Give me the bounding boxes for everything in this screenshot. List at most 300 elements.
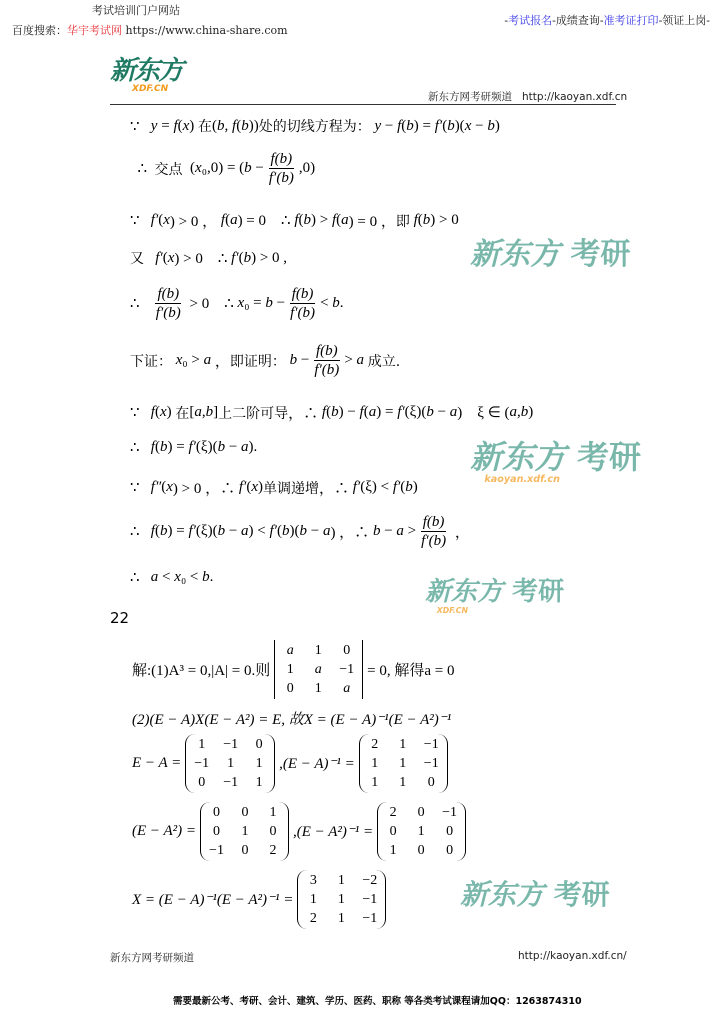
- proof-line: [130, 568, 213, 587]
- math-segment: 又: [130, 251, 144, 267]
- math-segment: f: [397, 117, 402, 134]
- proof-line: [130, 248, 287, 268]
- matrix-row-ea: [132, 734, 452, 793]
- math-segment: b: [217, 439, 226, 455]
- matrix-cell: 0: [417, 805, 425, 820]
- math-segment: b: [422, 212, 431, 228]
- math-segment: b: [426, 404, 434, 420]
- math-segment: f′: [238, 479, 247, 495]
- matrix-cell: 0: [389, 824, 397, 839]
- matrix-cell: 0: [198, 775, 206, 790]
- matrix-e-minus-a2-inverse: [377, 802, 466, 861]
- math-segment: x: [159, 404, 167, 420]
- math-segment: (ξ)(: [195, 523, 218, 539]
- math-segment: (: [401, 117, 407, 134]
- math-segment: a: [396, 523, 404, 539]
- math-segment: ₀ >: [182, 352, 204, 368]
- math-segment: ) >: [310, 212, 332, 228]
- matrix-cell: 1: [399, 775, 407, 790]
- math-segment: f: [321, 404, 327, 420]
- solution-part2: [132, 708, 451, 729]
- watermark-cn: 新东方: [460, 878, 545, 911]
- math-segment: b: [487, 117, 495, 134]
- math-segment: x: [237, 295, 245, 311]
- math-segment: f: [413, 212, 418, 228]
- matrix-row-x: [132, 870, 390, 929]
- math-segment: b: [217, 117, 225, 134]
- math-segment: ) = 0 ，: [348, 214, 396, 230]
- math-segment: ∴: [130, 570, 151, 586]
- math-segment: 即: [395, 213, 410, 230]
- matrix-cell: 1: [255, 775, 263, 790]
- proof-line: [130, 477, 418, 498]
- math-segment: .: [209, 569, 214, 585]
- matrix-cell: 2: [371, 737, 379, 752]
- matrix-cell: 1: [417, 824, 425, 839]
- watermark-ky: 考研: [512, 577, 565, 607]
- math-segment: ) =: [167, 439, 189, 455]
- matrix-row-ea2: [132, 802, 470, 861]
- matrix-cell: 0: [213, 824, 220, 839]
- math-segment: (ξ)(: [195, 439, 218, 455]
- math-segment: ) ，∴: [330, 525, 373, 541]
- math-segment: f′: [155, 249, 163, 266]
- matrix-cell: −1: [442, 805, 458, 820]
- math-segment: ) =: [376, 404, 398, 420]
- link-admission-print[interactable]: 准考证打印: [603, 14, 659, 27]
- math-segment: ): [494, 117, 500, 134]
- channel-name: 新东方网考研频道: [428, 91, 512, 103]
- math-segment: x: [174, 569, 181, 585]
- ea2-inv-label: ,(E − A²)⁻¹ =: [292, 824, 374, 840]
- math-segment: (: [417, 212, 423, 228]
- link-exam-signup[interactable]: 考试报名: [508, 14, 553, 27]
- math-segment: f: [173, 117, 178, 134]
- matrix-cell: 0: [241, 805, 249, 820]
- math-segment: (: [154, 523, 160, 539]
- matrix-cell: 0: [255, 737, 263, 752]
- math-segment: b: [159, 523, 168, 539]
- math-segment: a: [509, 404, 518, 420]
- math-segment: f′: [188, 439, 196, 455]
- math-segment: a: [322, 523, 331, 539]
- link-score-query[interactable]: 成绩查询: [555, 14, 600, 27]
- proof-line: [130, 116, 500, 136]
- matrix-e-minus-a-inverse: [359, 734, 448, 793]
- header-rule: [110, 104, 616, 105]
- ea2-label: (E − A²) =: [132, 823, 197, 839]
- watermark-url: kaoyan.xdf.cn: [484, 474, 560, 486]
- channel-header: [428, 89, 627, 104]
- denominator: f′(b): [155, 305, 181, 321]
- math-segment: −: [380, 523, 397, 539]
- math-segment: (: [363, 404, 369, 420]
- math-segment: b: [406, 117, 414, 134]
- math-segment: −: [306, 523, 323, 539]
- math-segment: b: [405, 479, 413, 495]
- math-segment: ，∴: [318, 481, 353, 497]
- denominator: f′(b): [290, 305, 316, 321]
- math-segment: b: [289, 352, 298, 368]
- math-segment: ): [189, 117, 199, 134]
- math-segment: <: [158, 569, 175, 585]
- proof-line: [130, 342, 400, 379]
- matrix-cell: −1: [194, 756, 210, 771]
- math-segment: b: [372, 523, 381, 539]
- matrix-cell: −1: [423, 756, 439, 771]
- math-segment: (: [276, 523, 282, 539]
- matrix-e-minus-a2: [200, 802, 289, 861]
- matrix-cell: 0: [427, 775, 435, 790]
- math-segment: (: [336, 212, 342, 228]
- x-label: X = (E − A)⁻¹(E − A²)⁻¹ =: [132, 892, 294, 908]
- matrix-cell: a: [343, 681, 351, 696]
- math-segment: (: [177, 117, 183, 134]
- math-segment: a: [230, 212, 238, 228]
- watermark: [470, 238, 630, 271]
- math-segment: a: [194, 404, 202, 420]
- matrix-cell: 1: [399, 756, 407, 771]
- matrix-e-minus-a: [185, 734, 275, 793]
- math-segment: −: [251, 160, 264, 176]
- math-segment: ) =: [167, 523, 189, 539]
- matrix-cell: 1: [337, 873, 345, 888]
- math-segment: ∴: [130, 524, 151, 540]
- math-segment: =: [157, 117, 174, 134]
- math-segment: ) =: [413, 117, 435, 134]
- math-segment: ): [528, 404, 534, 420]
- search-url[interactable]: https://www.china-share.com: [125, 24, 288, 37]
- watermark-ky: 考研: [553, 878, 610, 911]
- matrix-cell: −1: [339, 662, 355, 677]
- matrix-cell: 0: [343, 643, 351, 658]
- math-segment: (: [246, 479, 252, 495]
- math-segment: (: [154, 404, 160, 420]
- matrix-cell: 1: [241, 824, 249, 839]
- math-segment: 交点: [154, 161, 183, 178]
- math-segment: a: [203, 352, 212, 368]
- math-segment: ∵: [130, 405, 151, 421]
- matrix-cell: −1: [223, 737, 239, 752]
- math-segment: 即证明：: [229, 353, 286, 370]
- search-prefix: 百度搜索：: [12, 24, 67, 37]
- ea-inv-label: ,(E − A)⁻¹ =: [279, 756, 355, 772]
- math-segment: ∴: [130, 161, 155, 177]
- math-segment: f: [232, 117, 237, 134]
- math-segment: ₀ <: [180, 569, 203, 585]
- math-segment: 成立.: [367, 353, 401, 370]
- watermark: [470, 440, 641, 486]
- math-segment: b: [281, 523, 290, 539]
- math-segment: f′: [188, 523, 196, 539]
- math-segment: 处的切线方程为：: [258, 119, 371, 135]
- math-segment: ,: [201, 404, 206, 420]
- matrix-cell: −1: [209, 843, 224, 858]
- matrix-cell: 1: [198, 737, 206, 752]
- determinant: [274, 640, 363, 699]
- channel-url[interactable]: http://kaoyan.xdf.cn: [522, 91, 628, 103]
- math-segment: >: [344, 352, 357, 368]
- logo-cn: 新东方: [110, 56, 183, 86]
- math-segment: y: [150, 117, 158, 134]
- math-segment: b: [303, 212, 311, 228]
- math-segment: ∵: [130, 213, 151, 229]
- math-segment: 单调递增: [262, 480, 319, 497]
- math-segment: ]: [213, 404, 219, 420]
- math-segment: b: [520, 404, 529, 420]
- math-segment: f′: [434, 117, 443, 134]
- fraction: [267, 150, 296, 187]
- math-segment: ，∴: [288, 406, 322, 422]
- math-segment: ∴: [130, 296, 151, 312]
- matrix-cell: −1: [362, 911, 378, 926]
- matrix-cell: 2: [269, 843, 277, 858]
- math-segment: x: [251, 479, 258, 495]
- matrix-cell: 1: [389, 843, 397, 858]
- math-segment: ) ξ ∈ (: [457, 405, 510, 421]
- math-segment: (: [236, 117, 242, 134]
- math-segment: b: [299, 523, 307, 539]
- math-segment: ∴: [130, 440, 151, 456]
- matrix-cell: 1: [255, 756, 263, 771]
- math-segment: f: [331, 212, 337, 228]
- math-segment: x: [163, 212, 170, 228]
- watermark-cn: 新东方: [470, 237, 560, 272]
- matrix-cell: 1: [399, 737, 407, 752]
- matrix-cell: −1: [423, 737, 439, 752]
- watermark: [425, 578, 564, 615]
- math-segment: (: [212, 117, 218, 134]
- watermark: [460, 880, 610, 911]
- math-segment: f: [220, 212, 226, 228]
- proof-line: [130, 285, 344, 322]
- matrix-cell: 0: [213, 805, 220, 820]
- math-segment: (: [326, 404, 332, 420]
- math-segment: (: [400, 479, 406, 495]
- top-links: -考试报名-成绩查询-准考证打印-领证上岗-: [504, 14, 710, 27]
- math-segment: ,: [517, 404, 521, 420]
- math-segment: b: [159, 439, 168, 455]
- matrix-cell: 1: [286, 662, 294, 677]
- math-segment: b: [244, 160, 252, 176]
- matrix-cell: a: [286, 643, 294, 658]
- math-segment: −: [381, 117, 398, 134]
- math-segment: −: [225, 523, 242, 539]
- math-segment: (: [442, 117, 448, 134]
- math-segment: x: [175, 352, 183, 368]
- math-segment: ) > 0 ∴: [174, 250, 232, 267]
- math-segment: )(: [454, 117, 465, 134]
- footer-promo: 需要最新公考、考研、会计、建筑、学历、医药、职称 等各类考试课程请加QQ：1263874310: [173, 996, 582, 1007]
- math-segment: f′: [231, 249, 239, 266]
- math-segment: ).: [248, 439, 258, 455]
- math-segment: ) > 0: [430, 212, 459, 228]
- math-segment: f: [150, 404, 155, 420]
- math-segment: f: [359, 404, 364, 420]
- matrix-cell: 1: [314, 681, 322, 696]
- math-segment: a: [368, 404, 377, 420]
- matrix-cell: 1: [269, 805, 277, 820]
- matrix-cell: 0: [417, 843, 425, 858]
- proof-line: [130, 210, 459, 231]
- math-segment: ) −: [338, 404, 360, 420]
- math-segment: f′: [269, 523, 277, 539]
- denominator: f′(b): [421, 533, 447, 549]
- link-certificate[interactable]: 领证上岗: [662, 14, 707, 27]
- math-segment: ): [166, 404, 176, 420]
- math-segment: f: [150, 439, 155, 455]
- matrix-cell: 1: [371, 775, 379, 790]
- math-segment: ₀ =: [244, 295, 266, 311]
- matrix-cell: 0: [286, 681, 294, 696]
- math-segment: b: [243, 249, 252, 266]
- math-segment: −: [433, 404, 450, 420]
- math-segment: 下证：: [130, 353, 172, 370]
- math-segment: b: [447, 117, 455, 134]
- math-segment: ) > 0 ，∴: [172, 481, 239, 497]
- math-segment: 在: [198, 119, 213, 135]
- fraction: [312, 342, 341, 379]
- math-segment: a: [341, 212, 349, 228]
- logo-en: XDF.CN: [132, 84, 169, 94]
- math-segment: [: [189, 404, 195, 420]
- math-segment: −: [272, 295, 286, 311]
- search-hint: [12, 22, 288, 38]
- part1-suffix: = 0, 解得a = 0: [367, 663, 455, 679]
- math-segment: .: [339, 295, 344, 311]
- matrix-cell: 0: [446, 824, 454, 839]
- proof-line: [130, 513, 470, 550]
- math-segment: a: [150, 569, 159, 585]
- math-segment: f: [150, 523, 155, 539]
- math-segment: b: [331, 404, 339, 420]
- fraction: [419, 513, 448, 550]
- math-segment: ,0): [298, 160, 316, 176]
- math-segment: b: [217, 523, 226, 539]
- math-segment: )): [248, 117, 259, 134]
- math-segment: f: [294, 212, 299, 228]
- numerator: f(b): [157, 286, 180, 302]
- math-segment: x: [167, 249, 175, 266]
- watermark-cn: 新东方: [425, 577, 504, 607]
- math-segment: ) <: [248, 523, 270, 539]
- matrix-cell: 1: [227, 756, 235, 771]
- math-segment: −: [471, 117, 488, 134]
- math-segment: 上二阶可导: [218, 405, 289, 422]
- math-segment: x: [182, 117, 190, 134]
- math-segment: y: [374, 117, 382, 134]
- math-segment: <: [320, 295, 333, 311]
- math-segment: a: [449, 404, 458, 420]
- math-segment: b: [265, 295, 273, 311]
- math-segment: a: [241, 523, 249, 539]
- math-segment: >: [403, 523, 417, 539]
- numerator: f(b): [270, 151, 293, 167]
- math-segment: f″: [150, 479, 162, 495]
- matrix-cell: 2: [309, 911, 317, 926]
- math-segment: b: [241, 117, 249, 134]
- math-segment: f′: [150, 212, 159, 228]
- math-segment: b: [205, 404, 214, 420]
- matrix-cell: 1: [337, 892, 345, 907]
- numerator: f(b): [291, 286, 314, 302]
- footer-url[interactable]: http://kaoyan.xdf.cn/: [518, 950, 627, 962]
- math-segment: ): [257, 479, 263, 495]
- math-segment: (: [161, 479, 167, 495]
- math-segment: 在: [175, 405, 190, 422]
- math-segment: x: [166, 479, 173, 495]
- matrix-cell: 1: [371, 756, 379, 771]
- matrix-cell: −1: [362, 892, 378, 907]
- problem-number: 22: [110, 609, 130, 627]
- fraction: [288, 285, 317, 322]
- math-segment: ) = 0 ∴: [237, 213, 295, 229]
- matrix-cell: 0: [446, 843, 454, 858]
- math-segment: x: [464, 117, 472, 134]
- matrix-cell: −1: [223, 775, 239, 790]
- watermark-cn: 新东方: [470, 438, 567, 476]
- numerator: f(b): [422, 514, 445, 530]
- part2-text: (2)(E − A)X(E − A²) = E, 故X = (E − A)⁻¹(E − A²)⁻¹: [132, 712, 452, 728]
- math-segment: f′: [352, 479, 361, 495]
- matrix-cell: 0: [241, 843, 249, 858]
- math-segment: ,: [224, 117, 233, 134]
- proof-line: [130, 402, 533, 423]
- math-segment: a: [241, 439, 249, 455]
- matrix-cell: 3: [309, 873, 317, 888]
- matrix-x: [297, 870, 386, 929]
- math-segment: (: [182, 160, 196, 176]
- denominator: f′(b): [314, 362, 340, 378]
- math-segment: > 0 ∴: [185, 296, 238, 312]
- math-segment: −: [225, 439, 242, 455]
- matrix-cell: 1: [337, 911, 345, 926]
- watermark-en: XDF.CN: [436, 605, 468, 615]
- matrix-cell: 1: [309, 892, 317, 907]
- math-segment: (ξ) <: [360, 479, 393, 495]
- math-segment: b: [202, 569, 210, 585]
- matrix-cell: 2: [389, 805, 397, 820]
- math-segment: f′: [397, 404, 405, 420]
- math-segment: )(: [289, 523, 300, 539]
- math-segment: ): [412, 479, 418, 495]
- math-segment: −: [297, 352, 310, 368]
- watermark-ky: 考研: [570, 237, 631, 272]
- math-segment: (ξ)(: [404, 404, 427, 420]
- proof-line: [130, 150, 315, 187]
- numerator: f(b): [316, 343, 338, 359]
- math-segment: ∵: [130, 480, 151, 496]
- solution-part1: [132, 640, 454, 699]
- watermark-ky: 考研: [577, 438, 642, 476]
- math-segment: b: [332, 295, 340, 311]
- math-segment: x: [195, 160, 202, 176]
- matrix-cell: 1: [314, 643, 322, 658]
- proof-line: [130, 438, 257, 457]
- math-segment: ，: [211, 354, 230, 370]
- matrix-cell: 0: [269, 824, 277, 839]
- math-segment: (: [225, 212, 231, 228]
- site-title: 考试培训门户网站: [92, 4, 180, 17]
- math-segment: (: [154, 439, 160, 455]
- search-brand: 华宇考试网: [67, 24, 122, 37]
- math-segment: f′: [392, 479, 401, 495]
- ea-label: E − A =: [132, 755, 182, 771]
- xdf-logo: [110, 58, 200, 98]
- fraction: [154, 285, 183, 322]
- math-segment: ) > 0 ,: [251, 249, 288, 266]
- matrix-cell: −2: [362, 873, 378, 888]
